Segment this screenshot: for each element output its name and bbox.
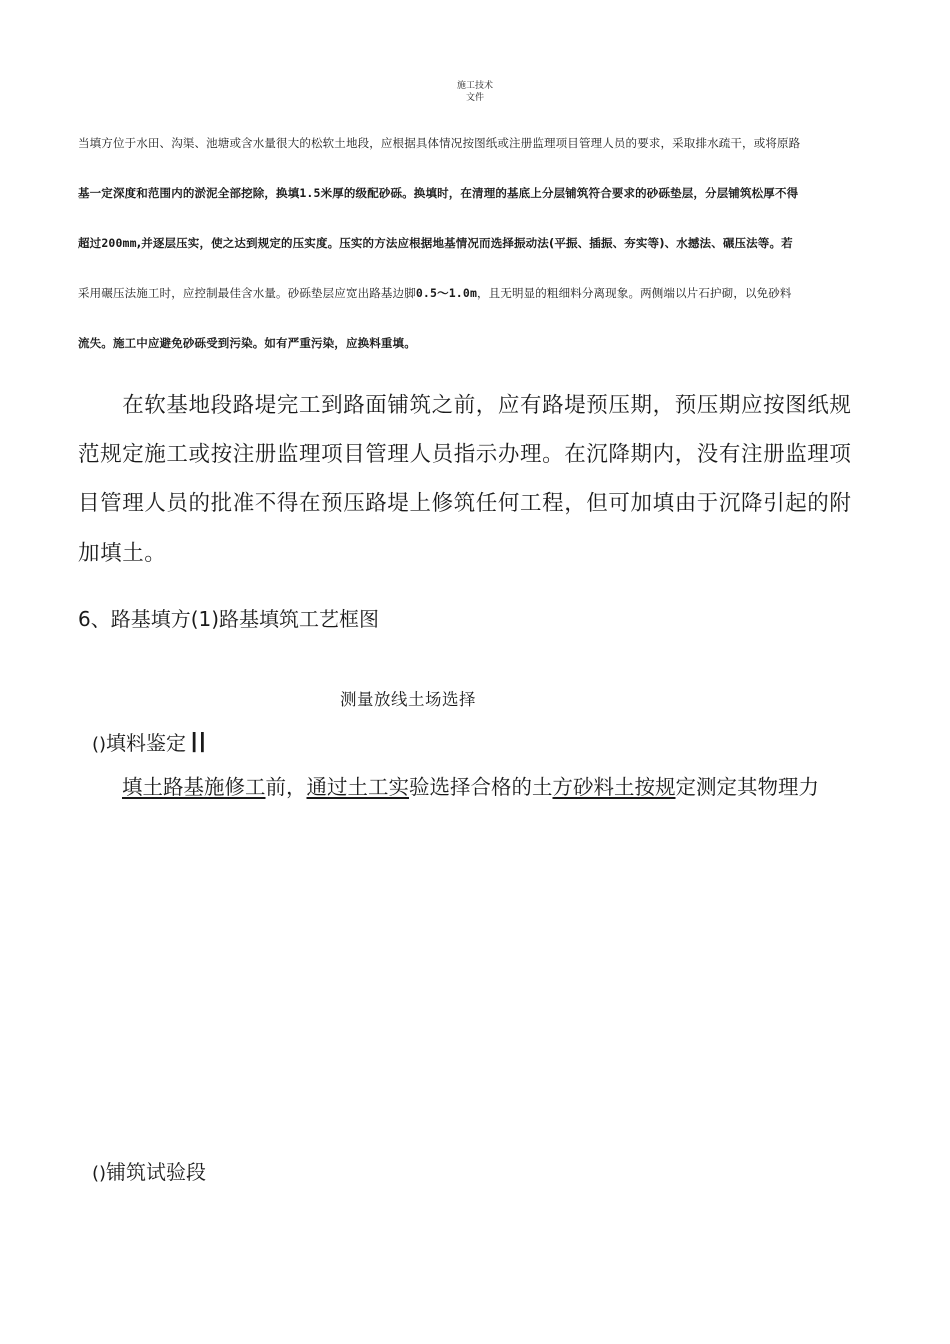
- underlined-text: 填土路基施修工: [122, 775, 266, 799]
- text-segment: 采用碾压法施工时，应控制最佳含水量。砂砾垫层应宽出路基边脚: [78, 286, 416, 300]
- text-segment: ，且无明显的粗细料分离现象。两侧端以片石护砌，以免砂料: [477, 286, 792, 300]
- text-segment: 超过: [78, 236, 102, 250]
- subsection-test-section-heading: [92, 1158, 206, 1188]
- big-paragraph-line-1: 在软基地段路堤完工到路面铺筑之前，应有路堤预压期，预压期应按图纸规: [78, 393, 852, 418]
- paren-marker: (): [92, 1163, 107, 1184]
- flow-step-label: 测量放线土场选择: [340, 690, 476, 709]
- subsection-title: 填料鉴定: [106, 731, 187, 755]
- header-line-2: 文件: [465, 93, 484, 103]
- header-line-1: 施工技术: [456, 81, 493, 91]
- big-paragraph-line-2: 范规定施工或按注册监理项目管理人员指示办理。在沉降期内，没有注册监理项: [78, 442, 852, 467]
- section-6-heading: 6、路基填方(1)路基填筑工艺框图: [78, 607, 380, 631]
- small-paragraph-line-1: 当填方位于水田、沟渠、池塘或含水量很大的松软土地段，应根据具体情况按图纸或注册监理项目管理人员的要求，采取排水疏干，或将原路: [78, 136, 801, 150]
- bar-marker: II: [190, 726, 207, 759]
- fill-material-paragraph: [78, 773, 868, 801]
- small-paragraph-line-4: [78, 286, 878, 300]
- paren-marker: (): [92, 734, 107, 755]
- small-paragraph-line-5: 流失。施工中应避免砂砾受到污染。如有严重污染，应换料重填。: [78, 336, 416, 350]
- text-segment: 米厚的级配砂砾。换填时，在清理的基底上分层铺筑符合要求的砂砾垫层，分层铺筑松厚不得: [320, 186, 799, 200]
- number-value: 0.5〜1.0m: [415, 286, 478, 300]
- number-value: 200mm: [101, 236, 137, 250]
- underlined-text: 方砂料土按规: [552, 775, 676, 799]
- subsection-fill-material-heading: [92, 726, 207, 759]
- number-value: 1.5: [299, 186, 321, 200]
- small-paragraph-line-3: [78, 236, 878, 250]
- subsection-title: 铺筑试验段: [106, 1160, 207, 1184]
- page-header: [445, 80, 505, 104]
- text-segment: 定测定其物理力: [675, 775, 819, 799]
- text-segment: ,并逐层压实，使之达到规定的压实度。压实的方法应根据地基情况而选择振动法(平振、插振、夯实等)、水撼法、碾压法等。若: [136, 236, 793, 250]
- underlined-text: 通过土工实: [306, 775, 409, 799]
- text-segment: 前，: [265, 775, 307, 799]
- text-segment: 验选择合格的土: [409, 775, 553, 799]
- text-segment: 基一定深度和范围内的淤泥全部挖除，换填: [78, 186, 300, 200]
- small-paragraph-line-2: [78, 186, 878, 200]
- big-paragraph-line-3: 目管理人员的批准不得在预压路堤上修筑任何工程，但可加填由于沉降引起的附: [78, 491, 852, 516]
- big-paragraph-line-4: 加填土。: [78, 541, 167, 566]
